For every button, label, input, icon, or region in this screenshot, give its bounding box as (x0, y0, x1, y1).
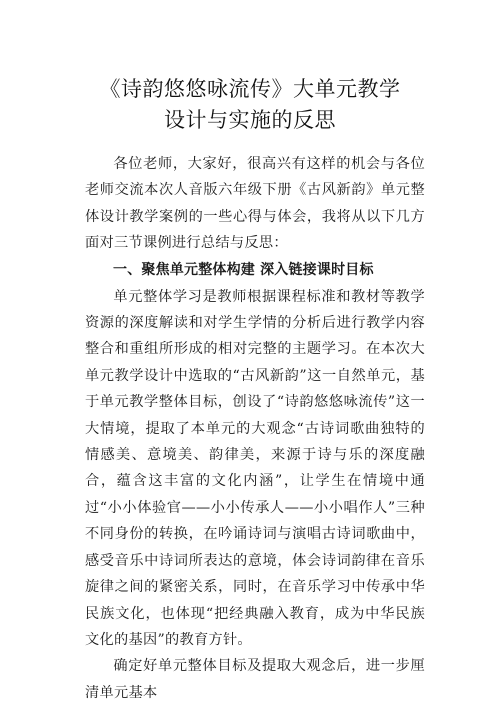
document-title-line2: 设计与实施的反思 (164, 108, 336, 132)
section-heading-1: 一、聚焦单元整体构建 深入链接课时目标 (113, 261, 374, 278)
body-paragraph-1: 单元整体学习是教师根据课程标准和教材等教学资源的深度解读和对学生学情的分析后进行教学内容整合和重组所形成的相对完整的主题学习。在本次大单元教学设计中选取的“古风新韵”这一自然单元，基于单元教学整体目标，创设了“诗韵悠悠咏流传”这一大情境，提取了本单元的大观念“古诗词歌曲独特的情感美、意境美、韵律美，来源于诗与乐的深度融合，蕴含这丰富的文化内涵”，让学生在情境中通过“小小体验官——小小传承人——小小唱作人”三种不同身份的转换，在吟诵诗词与演唱古诗词歌曲中，感受音乐中诗词所表达的意境，体会诗词韵律在音乐旋律之间的紧密关系，同时，在音乐学习中传承中华民族文化，也体现“把经典融入教育，成为中华民族文化的基因”的教育方针。 (85, 288, 425, 648)
document-title-line1: 《诗韵悠悠咏流传》大单元教学 (99, 77, 401, 101)
document-body (85, 151, 425, 706)
body-paragraph-2: 确定好单元整体目标及提取大观念后，进一步厘清单元基本 (85, 658, 425, 701)
intro-paragraph: 各位老师，大家好，很高兴有这样的机会与各位老师交流本次人音版六年级下册《古风新韵》单元整体设计教学案例的一些心得与体会，我将从以下几方面对三节课例进行总结与反思： (85, 156, 425, 252)
